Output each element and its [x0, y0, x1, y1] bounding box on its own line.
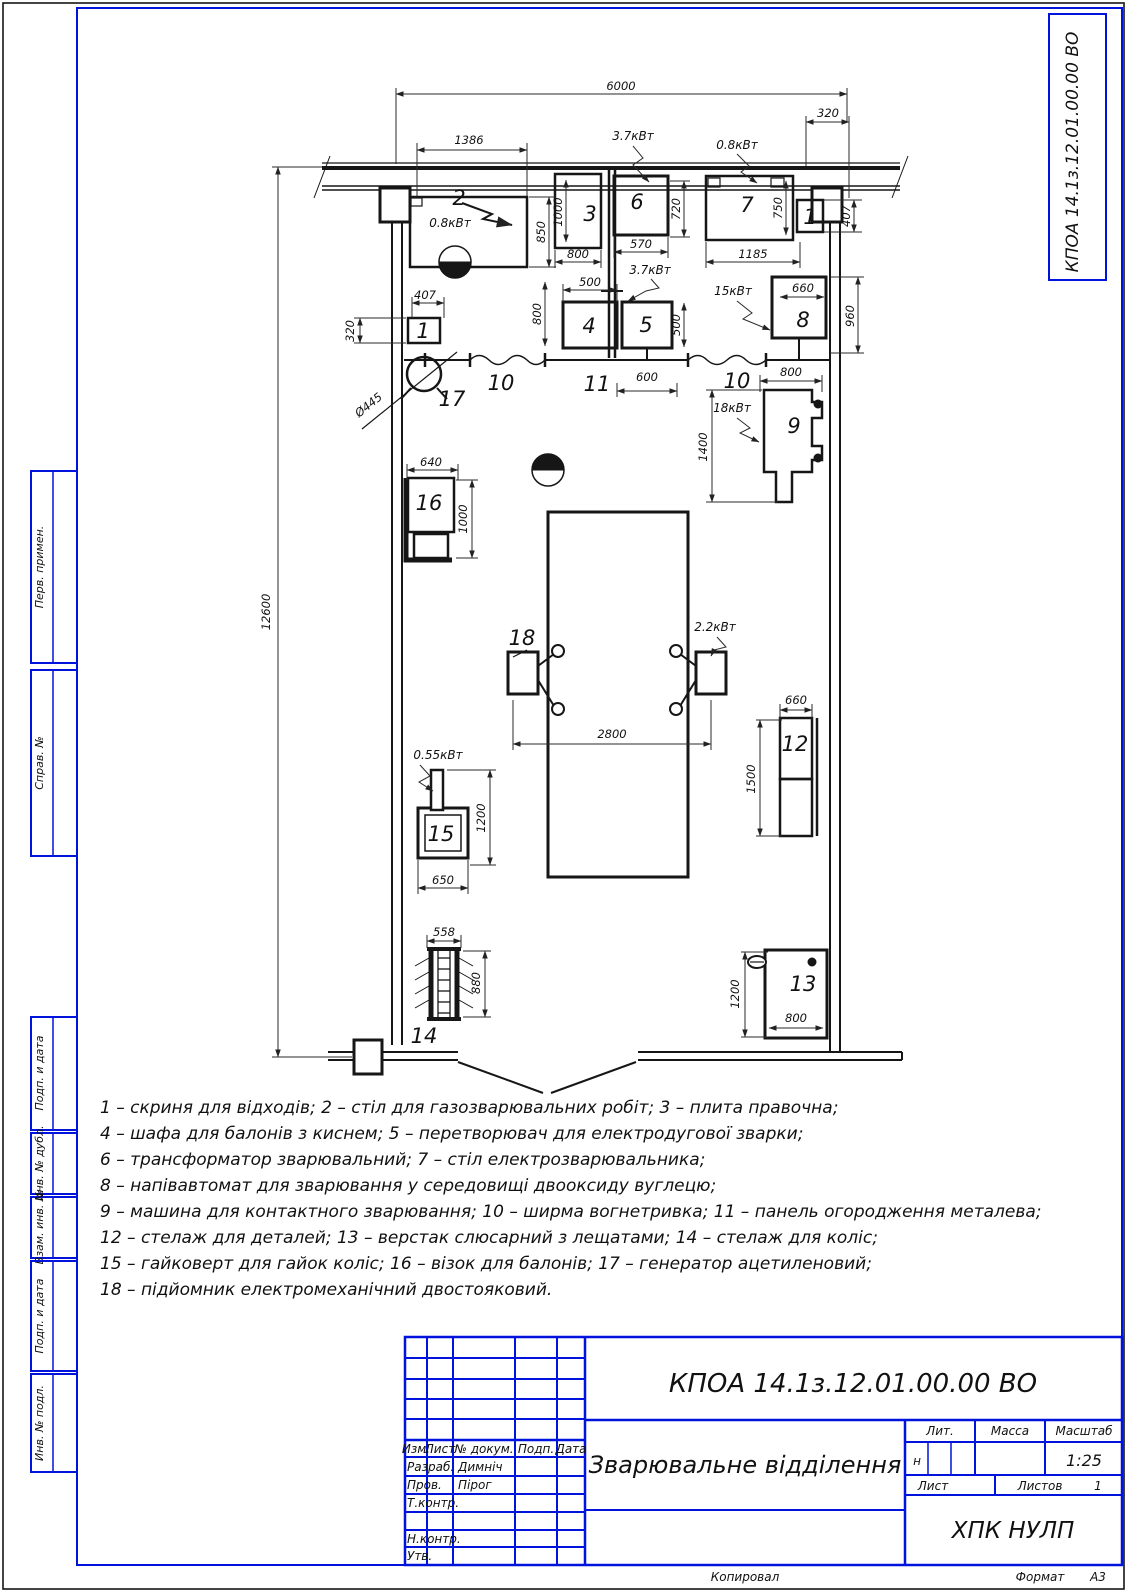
row-prov-value: Пірог [458, 1478, 492, 1492]
dimension-label: 558 [433, 925, 455, 939]
stamp-inv-podl: Инв. № подл. [33, 1385, 46, 1461]
equipment-number: 13 [789, 972, 817, 996]
row-tkontr-label: Т.контр. [407, 1496, 460, 1510]
lit-label: Лит. [926, 1424, 954, 1438]
equipment-number: 6 [630, 190, 644, 214]
equipment-number: 10 [723, 369, 751, 393]
legend-line: 4 – шафа для балонів з киснем; 5 – перетворювач для електродугової зварки; [100, 1124, 804, 1144]
dimension-label: 880 [469, 972, 483, 994]
sheet-border [3, 3, 1124, 1589]
stamp-vzam-inv: Взам. инв. № [33, 1189, 46, 1265]
dimension-label: 650 [432, 873, 454, 887]
legend-line: 1 – скриня для відходів; 2 – стіл для газозварювальних робіт; 3 – плита правочна; [100, 1098, 839, 1118]
col-izm: Изм. [401, 1442, 431, 1456]
equipment-number: 2 [452, 186, 466, 210]
equipment-number: 1 [416, 319, 430, 343]
format-value: А3 [1090, 1570, 1106, 1584]
dimension-label: Ø445 [352, 389, 385, 421]
legend-line: 6 – трансформатор зварювальний; 7 – стіл електрозварювальника; [100, 1150, 706, 1170]
power-label: 15кВт [714, 284, 752, 298]
plan-labels [259, 79, 857, 1048]
dimension-label: 800 [780, 365, 802, 379]
corner-code-text: КПОА 14.1з.12.01.00.00 ВО [1063, 31, 1083, 273]
power-label: 3.7кВт [629, 263, 671, 277]
dimension-label: 660 [792, 281, 814, 295]
dimension-label: 1500 [744, 764, 758, 794]
lit-value: н [913, 1454, 921, 1468]
dimension-label: 407 [839, 205, 853, 227]
sheets-count: 1 [1094, 1479, 1102, 1493]
scale-value: 1:25 [1066, 1451, 1102, 1470]
stamp-podp-data-2: Подп. и дата [33, 1278, 46, 1354]
title-block-drawing-title: Зварювальне відділення [588, 1451, 902, 1479]
dimension-label: 570 [630, 237, 652, 251]
dimension-label: 800 [785, 1011, 807, 1025]
equipment-number: 1 [803, 205, 817, 229]
equipment-9-contact-welding-machine [764, 390, 822, 502]
equipment-number: 8 [796, 308, 810, 332]
lift-platform-area [548, 512, 688, 877]
sheets-label: Листов [1017, 1479, 1063, 1493]
legend-line: 8 – напівавтомат для зварювання у середовищі двооксиду вуглецю; [100, 1176, 717, 1196]
power-label: 0.8кВт [716, 138, 758, 152]
title-block-doc-code: КПОА 14.1з.12.01.00.00 ВО [668, 1369, 1038, 1399]
dimension-label: 800 [567, 247, 589, 261]
equipment-number: 7 [740, 193, 754, 217]
dimension-label: 320 [817, 106, 839, 120]
equipment-number: 3 [583, 202, 597, 226]
equipment-number: 15 [427, 822, 455, 846]
dimension-label: 600 [636, 370, 658, 384]
equipment-number: 17 [438, 387, 466, 411]
dimension-label: 407 [414, 288, 436, 302]
dimension-label: 1200 [728, 979, 742, 1009]
col-list: Лист [424, 1442, 456, 1456]
equipment-number: 10 [487, 371, 515, 395]
stamp-sprav-no: Справ. № [33, 736, 46, 790]
dimension-label: 660 [785, 693, 807, 707]
row-razrab-label: Разраб. [407, 1460, 455, 1474]
dimension-label: 500 [669, 314, 683, 336]
equipment-number: 9 [787, 414, 801, 438]
dimension-label: 960 [843, 305, 857, 327]
corner-code-box [1049, 14, 1106, 280]
row-nkontr-label: Н.контр. [407, 1532, 461, 1546]
dimension-label: 6000 [606, 79, 636, 93]
dimension-label: 1200 [474, 803, 488, 833]
stamp-perv-primen: Перв. примен. [33, 525, 46, 609]
row-prov-label: Пров. [407, 1478, 442, 1492]
format-label: Формат [1015, 1570, 1065, 1584]
fire-screen-wavy-left [470, 356, 545, 365]
equipment-2-gas-welding-table [410, 197, 527, 267]
equipment-number: 12 [781, 732, 809, 756]
dimension-label: 640 [420, 455, 442, 469]
dimension-label: 320 [343, 320, 357, 342]
door-leaf-left [458, 1062, 543, 1093]
stamp-podp-data-1: Подп. и дата [33, 1035, 46, 1111]
legend-block [100, 1098, 1042, 1300]
legend-line: 15 – гайковерт для гайок коліс; 16 – візок для балонів; 17 – генератор ацетиленовий; [100, 1254, 872, 1274]
col-data: Дата [555, 1442, 587, 1456]
stamp-inv-dubl: Инв. № дубл. [33, 1125, 46, 1201]
dimension-label: 720 [669, 198, 683, 220]
equipment-number: 4 [582, 314, 596, 338]
copied-label: Копировал [710, 1570, 780, 1584]
col-podp: Подп. [517, 1442, 555, 1456]
equipment-number: 14 [410, 1024, 438, 1048]
dimension-label: 850 [534, 221, 548, 243]
equipment-number: 11 [583, 372, 611, 396]
mass-label: Масса [990, 1424, 1030, 1438]
equipment-18-two-post-lift [508, 512, 726, 877]
dimension-label: 1000 [551, 197, 565, 227]
legend-line: 18 – підйомник електромеханічний двостояковий. [100, 1280, 553, 1300]
power-label: 18кВт [713, 401, 751, 415]
legend-line: 12 – стелаж для деталей; 13 – верстак слюсарний з лещатами; 14 – стелаж для коліс; [100, 1228, 878, 1248]
legend-line: 9 – машина для контактного зварювання; 10 – ширма вогнетривка; 11 – панель огородження металева; [100, 1202, 1042, 1222]
fire-screen-wavy-right [688, 356, 766, 365]
dimension-label: 800 [530, 303, 544, 325]
title-block [402, 1337, 1122, 1565]
col-ndokum: № докум. [454, 1442, 514, 1456]
dimension-label: 750 [771, 197, 785, 219]
footer-strip [711, 1570, 1106, 1584]
power-label: 2.2кВт [694, 620, 736, 634]
equipment-number: 5 [639, 313, 653, 337]
organization: ХПК НУЛП [951, 1518, 1075, 1544]
door-leaf-right [551, 1062, 636, 1093]
power-label: 3.7кВт [612, 129, 654, 143]
dimension-lines [272, 88, 864, 1057]
dimension-label: 500 [579, 275, 601, 289]
dimension-label: 12600 [259, 593, 273, 631]
margin-stamps [31, 471, 77, 1472]
scale-label: Масштаб [1055, 1424, 1113, 1438]
dimension-label: 2800 [597, 727, 627, 741]
dimension-label: 1400 [696, 432, 710, 462]
power-label: 0.55кВт [413, 748, 463, 762]
equipment-14-wheel-rack [415, 949, 473, 1019]
power-label: 0.8кВт [429, 216, 471, 230]
row-utv-label: Утв. [407, 1549, 433, 1563]
equipment-number: 16 [415, 491, 443, 515]
dimension-label: 1185 [738, 247, 768, 261]
dimension-label: 1386 [454, 133, 484, 147]
equipment-number: 18 [508, 626, 536, 650]
row-razrab-value: Димніч [458, 1460, 503, 1474]
sheet-label: Лист [917, 1479, 949, 1493]
dimension-label: 1000 [456, 504, 470, 534]
